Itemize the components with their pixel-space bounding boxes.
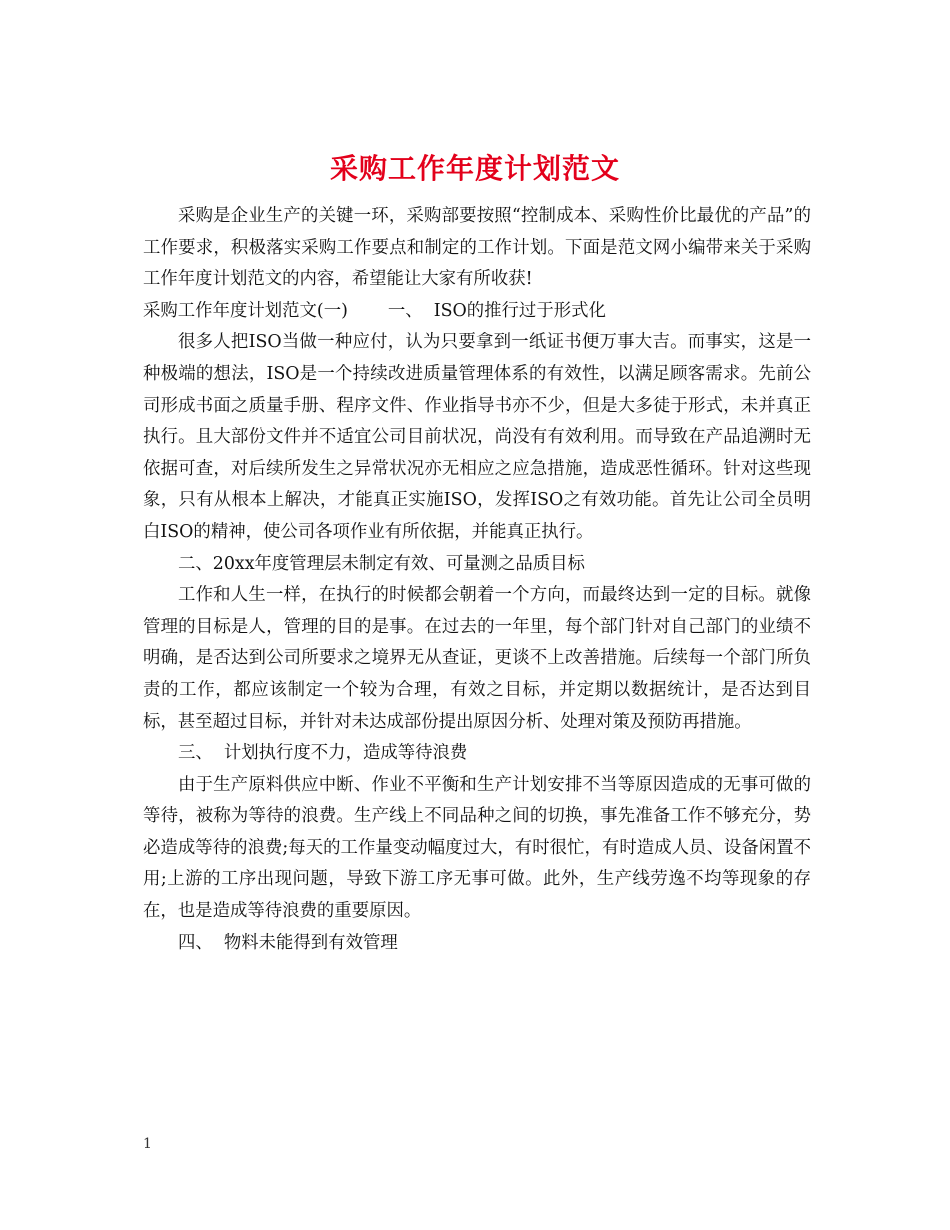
- document-body: [143, 201, 811, 959]
- document-title: 采购工作年度计划范文: [329, 151, 620, 185]
- heading-2: 二、20xx年度管理层未制定有效、可量测之品质目标: [178, 553, 585, 574]
- heading-3: 三、 计划执行度不力，造成等待浪费: [178, 743, 468, 764]
- section-label: 采购工作年度计划范文(一): [143, 300, 348, 321]
- page-number: 1: [143, 1136, 152, 1152]
- heading-4: 四、 物料未能得到有效管理: [178, 932, 398, 953]
- paragraph-1: 很多人把ISO当做一种应付，认为只要拿到一纸证书便万事大吉。而事实，这是一种极端的想法，ISO是一个持续改进质量管理体系的有效性，以满足顾客需求。先前公司形成书面之质量手册、程序文件、作业指导书亦不少，但是大多徒于形式，未并真正执行。且大部份文件并不适宜公司目前状况，尚没有有效利用。而导致在产品追溯时无依据可查，对后续所发生之异常状况亦无相应之应急措施，造成恶性循环。针对这些现象，只有从根本上解决，才能真正实施ISO，发挥ISO之有效功能。首先让公司全员明白ISO的精神，使公司各项作业有所依据，并能真正执行。: [143, 332, 811, 542]
- paragraph-3: 由于生产原料供应中断、作业不平衡和生产计划安排不当等原因造成的无事可做的等待，被称为等待的浪费。生产线上不同品种之间的切换，事先准备工作不够充分，势必造成等待的浪费;每天的工作量变动幅度过大，有时很忙，有时造成人员、设备闲置不用;上游的工序出现问题，导致下游工序无事可做。此外，生产线劳逸不均等现象的存在，也是造成等待浪费的重要原因。: [143, 774, 811, 922]
- section-heading-line: [143, 296, 811, 328]
- paragraph-2: 工作和人生一样，在执行的时候都会朝着一个方向，而最终达到一定的目标。就像管理的目标是人，管理的目的是事。在过去的一年里，每个部门针对自己部门的业绩不明确，是否达到公司所要求之境界无从查证，更谈不上改善措施。后续每一个部门所负责的工作，都应该制定一个较为合理，有效之目标，并定期以数据统计，是否达到目标，甚至超过目标，并针对未达成部份提出原因分析、处理对策及预防再措施。: [143, 585, 811, 732]
- heading-1: 一、 ISO的推行过于形式化: [387, 300, 606, 321]
- intro-paragraph: 采购是企业生产的关键一环，采购部要按照“控制成本、采购性价比最优的产品”的工作要求，积极落实采购工作要点和制定的工作计划。下面是范文网小编带来关于采购工作年度计划范文的内容，希望能让大家有所收获!: [143, 206, 811, 290]
